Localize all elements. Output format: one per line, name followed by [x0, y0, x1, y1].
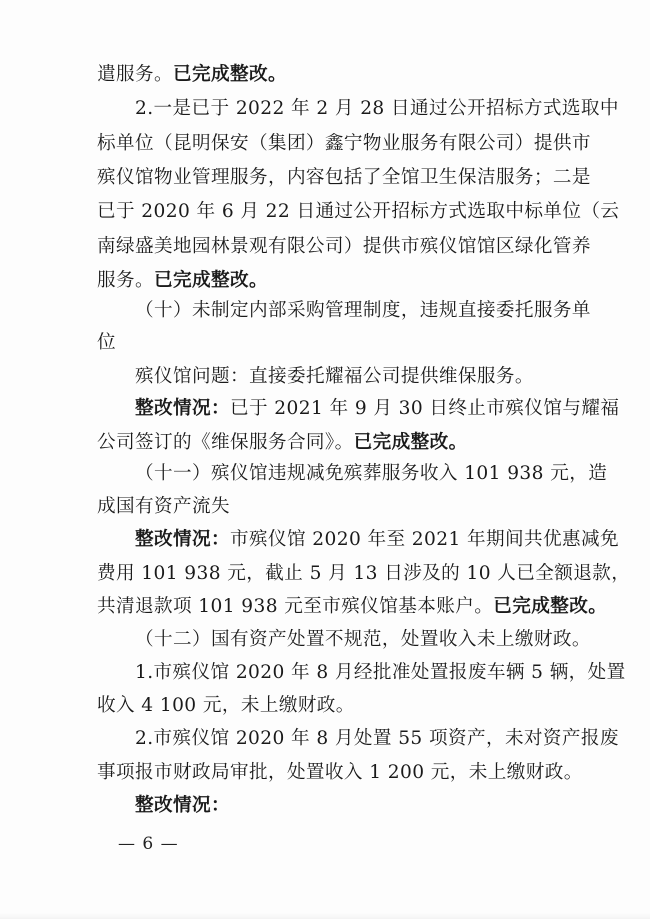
text-line-16	[97, 561, 630, 587]
text-segment: 殡仪馆问题：直接委托耀福公司提供维保服务。	[135, 366, 534, 387]
completion-status: 已完成整改。	[153, 270, 268, 291]
text-segment: 已于 2020 年 6 月 22 日通过公开招标方式选取中标单位（云	[97, 201, 620, 222]
text-segment: 事项报市财政局审批，处置收入 1 200 元，未上缴财政。	[97, 762, 583, 783]
text-line-17	[97, 594, 607, 620]
text-segment: 成国有资产流失	[97, 496, 230, 517]
section-heading-12	[135, 627, 591, 653]
completion-status: 已完成整改。	[353, 432, 468, 453]
text-segment: （十二）国有资产处置不规范，处置收入未上缴财政。	[135, 629, 591, 650]
text-line-7	[97, 268, 268, 294]
rectification-label: 整改情况：	[135, 795, 230, 816]
text-line-22	[97, 760, 583, 786]
text-segment: 市殡仪馆 2020 年至 2021 年期间共优惠减免	[229, 529, 619, 550]
text-segment: 已于 2021 年 9 月 30 日终止市殡仪馆与耀福	[229, 398, 620, 419]
scan-edge-shadow	[0, 913, 650, 919]
text-segment: 南绿盛美地园林景观有限公司）提供市殡仪馆馆区绿化管养	[97, 236, 591, 257]
completion-status: 已完成整改。	[493, 596, 608, 617]
text-line-2	[135, 96, 619, 122]
rectification-label: 整改情况：	[135, 398, 230, 419]
rectification-label: 整改情况：	[135, 529, 230, 550]
section-heading-11	[135, 461, 607, 487]
text-segment: 2.市殡仪馆 2020 年 8 月处置 55 项资产，未对资产报废	[135, 728, 619, 749]
section-heading-10	[135, 298, 591, 324]
text-segment: 收入 4 100 元，未上缴财政。	[97, 695, 355, 716]
text-segment: 标单位（昆明保安（集团）鑫宁物业服务有限公司）提供市	[97, 133, 591, 154]
text-line-15	[135, 527, 619, 553]
text-line-11	[135, 396, 619, 422]
text-segment: （十）未制定内部采购管理制度，违规直接委托服务单	[135, 300, 591, 321]
text-line-23	[135, 793, 230, 819]
text-segment: 公司签订的《维保服务合同》。	[97, 432, 354, 453]
text-line-1	[97, 62, 287, 88]
text-line-9	[97, 330, 116, 356]
page-number: — 6 —	[118, 834, 179, 854]
text-line-12	[97, 430, 468, 456]
text-line-3	[97, 131, 591, 157]
text-segment: 2.一是已于 2022 年 2 月 28 日通过公开招标方式选取中	[135, 98, 619, 119]
text-segment: 1.市殡仪馆 2020 年 8 月经批准处置报废车辆 5 辆，处置	[135, 662, 626, 683]
text-segment: 位	[97, 332, 116, 353]
text-segment: 殡仪馆物业管理服务，内容包括了全馆卫生保洁服务；二是	[97, 167, 591, 188]
text-line-5	[97, 199, 619, 225]
text-line-21	[135, 726, 619, 752]
text-line-19	[135, 660, 626, 686]
text-segment: （十一）殡仪馆违规减免殡葬服务收入 101 938 元，造	[135, 463, 608, 484]
text-line-4	[97, 165, 591, 191]
text-segment: 遣服务。	[97, 64, 173, 85]
text-line-14	[97, 494, 230, 520]
text-line-20	[97, 693, 355, 719]
text-segment: 服务。	[97, 270, 154, 291]
text-segment: 共清退款项 101 938 元至市殡仪馆基本账户。	[97, 596, 494, 617]
text-line-10	[135, 364, 534, 390]
completion-status: 已完成整改。	[172, 64, 287, 85]
text-segment: 费用 101 938 元，截止 5 月 13 日涉及的 10 人已全额退款，	[97, 563, 631, 584]
text-line-6	[97, 234, 591, 260]
